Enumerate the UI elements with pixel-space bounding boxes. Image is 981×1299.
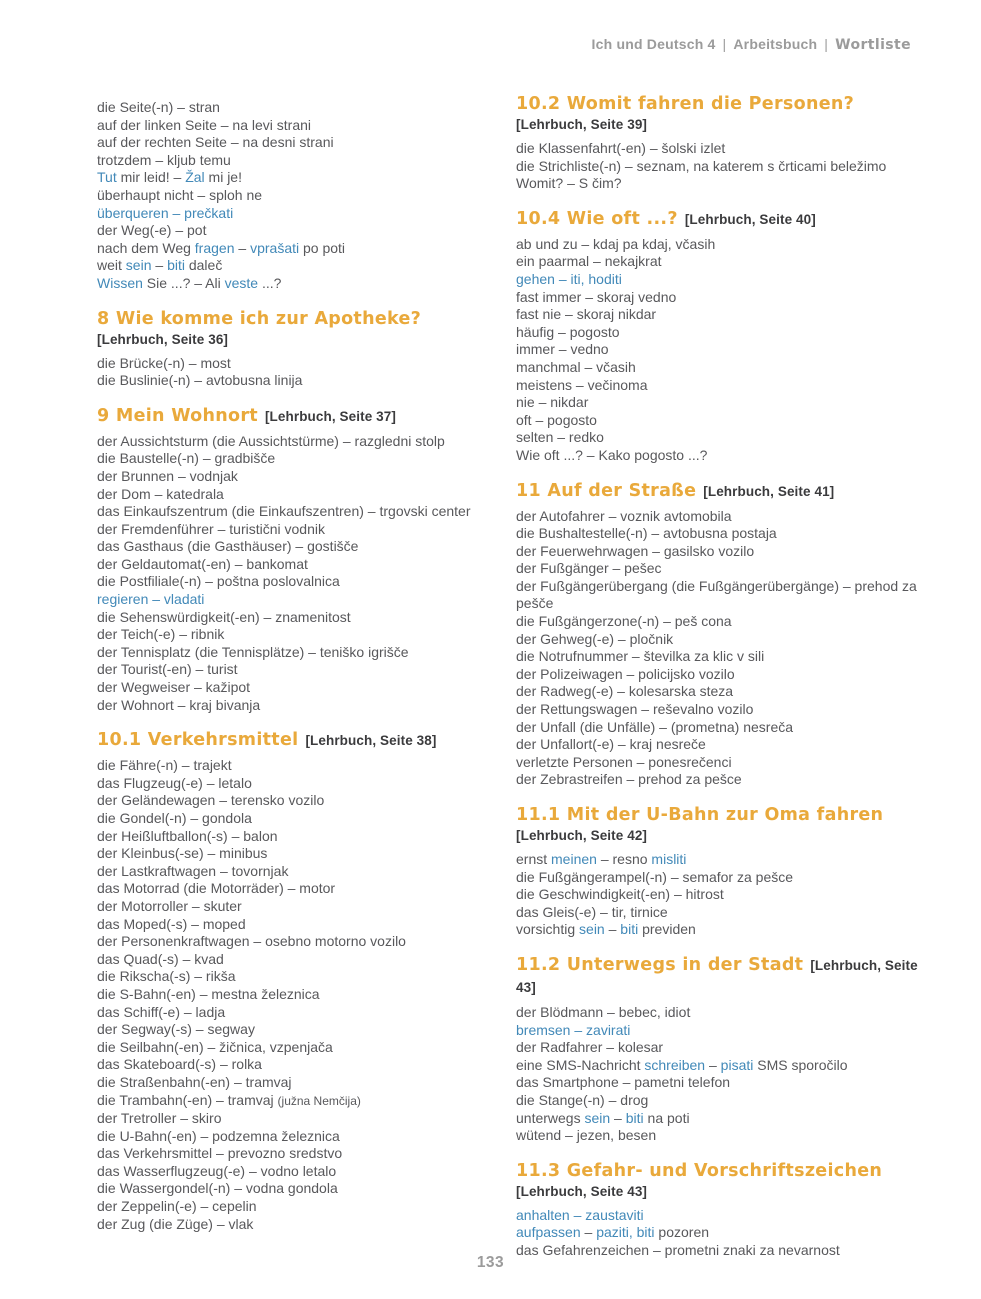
entry-text: der Personenkraftwagen – osebno motorno vozilo — [97, 933, 406, 950]
highlighted-word: überqueren – prečkati — [97, 204, 234, 221]
section-heading — [97, 405, 499, 427]
lehrbuch-ref: [Lehrbuch, Seite 38] — [305, 733, 437, 749]
page-number: 133 — [476, 1254, 505, 1271]
entry-text: die Baustelle(-n) – gradbišče — [97, 450, 276, 467]
entry-line — [516, 648, 936, 666]
entry-text: weit — [97, 257, 126, 274]
highlighted-word: bremsen – zavirati — [516, 1021, 631, 1038]
section-heading — [516, 208, 936, 230]
entry-list — [516, 1207, 936, 1260]
entry-text: der Kleinbus(-se) – minibus — [97, 845, 268, 862]
entry-text: der Radfahrer – kolesar — [516, 1039, 664, 1056]
entry-text: manchmal – včasih — [516, 358, 636, 375]
entry-line — [97, 1092, 499, 1111]
highlighted-word: regieren – vladati — [97, 591, 205, 608]
highlighted-word: pisati — [720, 1056, 754, 1073]
entry-text: die Postfiliale(-n) – poštna poslovalnica — [97, 573, 340, 590]
entry-text: das Smartphone – pametni telefon — [516, 1074, 731, 1091]
entry-text: der Polizeiwagen – policijsko vozilo — [516, 665, 735, 682]
entry-line — [516, 1022, 936, 1040]
entry-text: po poti — [299, 239, 346, 256]
entry-line — [516, 1057, 936, 1075]
section-title: 8 Wie komme ich zur Apotheke? — [97, 308, 422, 329]
entry-text: meistens – večinoma — [516, 376, 648, 393]
entry-text: – — [580, 1224, 597, 1241]
entry-line — [97, 679, 499, 697]
entry-line — [97, 661, 499, 679]
entry-line — [516, 1207, 936, 1225]
entry-line — [516, 1127, 936, 1145]
entry-text: daleč — [184, 257, 223, 274]
section-heading — [97, 308, 499, 330]
header-separator: | — [722, 36, 727, 52]
entry-line — [516, 869, 936, 887]
entry-line — [97, 880, 499, 898]
entry-list — [516, 236, 936, 465]
entry-text: der Tretroller – skiro — [97, 1110, 222, 1127]
entry-line — [516, 236, 936, 254]
section-title: 11 Auf der Straße — [516, 480, 697, 501]
entry-line — [97, 757, 499, 775]
entry-text: die Rikscha(-s) – rikša — [97, 968, 236, 985]
entry-text: der Lastkraftwagen – tovornjak — [97, 862, 289, 879]
highlighted-word: Tut — [97, 169, 117, 186]
entry-line — [516, 140, 936, 158]
entry-line — [516, 271, 936, 289]
entry-line — [516, 394, 936, 412]
entry-text: oft – pogosto — [516, 411, 597, 428]
entry-line — [97, 355, 499, 373]
entry-text: – resno — [596, 851, 652, 867]
entry-list — [516, 851, 936, 939]
section-title: 9 Mein Wohnort — [97, 405, 258, 426]
entry-text: der Zeppelin(-e) – cepelin — [97, 1198, 257, 1215]
highlighted-word: sein — [125, 257, 152, 274]
entry-text: die Strichliste(-n) – seznam, na katerem s črticami beležimo — [516, 157, 887, 174]
lehrbuch-ref: [Lehrbuch, Seite 36] — [97, 331, 229, 347]
entry-line — [97, 538, 499, 556]
section-10.4 — [516, 208, 936, 465]
entry-line — [97, 1163, 499, 1181]
entry-line — [97, 169, 499, 187]
entry-text: die Fußgängerzone(-n) – peš cona — [516, 613, 732, 630]
entry-line — [516, 666, 936, 684]
entry-line — [516, 1092, 936, 1110]
entry-line — [516, 1004, 936, 1022]
entry-line — [516, 701, 936, 719]
highlighted-word: sein — [584, 1109, 611, 1126]
entry-text: das Schiff(-e) – ladja — [97, 1003, 226, 1020]
section-11.1 — [516, 804, 936, 939]
entry-line — [516, 1074, 936, 1092]
entry-text: der Heißluftballon(-s) – balon — [97, 827, 278, 844]
entry-list — [97, 99, 499, 293]
entry-text: pozoren — [654, 1224, 710, 1241]
entry-line — [97, 697, 499, 715]
entry-line — [97, 1145, 499, 1163]
entry-text: das Motorrad (die Motorräder) – motor — [97, 880, 336, 897]
entry-text: der Rettungswagen – reševalno vozilo — [516, 701, 754, 718]
highlighted-word: Žal — [185, 169, 205, 186]
entry-line — [97, 1004, 499, 1022]
entry-text: der Fremdenführer – turistični vodnik — [97, 520, 325, 537]
entry-line — [97, 845, 499, 863]
section-11.3 — [516, 1160, 936, 1260]
entry-line — [516, 560, 936, 578]
entry-line — [97, 951, 499, 969]
entry-text: – — [234, 239, 251, 256]
section-title: 11.3 Gefahr- und Vorschriftszeichen — [516, 1160, 883, 1181]
section-heading — [516, 954, 936, 998]
entry-text: das Skateboard(-s) – rolka — [97, 1056, 262, 1073]
entry-line — [516, 921, 936, 939]
entry-text: der Tennisplatz (die Tennisplätze) – teniško igrišče — [97, 643, 409, 660]
entry-line — [97, 1216, 499, 1234]
entry-line — [97, 792, 499, 810]
entry-line — [97, 275, 499, 293]
entry-line — [97, 1074, 499, 1092]
entry-line — [516, 306, 936, 324]
entry-list — [97, 355, 499, 390]
highlighted-word: biti — [620, 921, 639, 938]
highlighted-word: anhalten – zaustaviti — [516, 1206, 644, 1223]
entry-list — [516, 508, 936, 790]
entry-text: überhaupt nicht – sploh ne — [97, 186, 263, 203]
entry-line — [516, 253, 936, 271]
entry-line — [97, 521, 499, 539]
section-title: 10.2 Womit fahren die Personen? — [516, 94, 855, 114]
entry-text: SMS sporočilo — [753, 1056, 848, 1073]
entry-text: das Quad(-s) – kvad — [97, 950, 224, 967]
header-part: Arbeitsbuch — [733, 36, 818, 52]
highlighted-word: meinen — [551, 851, 597, 867]
entry-text: der Radweg(-e) – kolesarska steza — [516, 683, 734, 700]
entry-line — [97, 152, 499, 170]
entry-text: fast nie – skoraj nikdar — [516, 306, 657, 323]
entry-text: das Gefahrenzeichen – prometni znaki za nevarnost — [516, 1241, 840, 1258]
highlighted-word: Wissen — [97, 274, 143, 291]
entry-line — [97, 99, 499, 117]
entry-line — [97, 1110, 499, 1128]
entry-text: ein paarmal – nekajkrat — [516, 253, 662, 270]
left-column — [97, 93, 499, 1233]
section-heading — [97, 729, 499, 751]
entry-text: das Gasthaus (die Gasthäuser) – gostišče — [97, 538, 359, 555]
entry-text: wütend – jezen, besen — [516, 1127, 657, 1144]
section-heading — [516, 804, 936, 826]
entry-text: die S-Bahn(-en) – mestna železnica — [97, 985, 320, 1002]
entry-text: der Geländewagen – terensko vozilo — [97, 792, 325, 809]
section-11 — [516, 480, 936, 790]
entry-line — [516, 631, 936, 649]
highlighted-word: fragen — [194, 239, 235, 256]
highlighted-word: schreiben — [644, 1056, 706, 1073]
lehrbuch-ref: [Lehrbuch, Seite 41] — [703, 483, 835, 499]
entry-text: die Buslinie(-n) – avtobusna linija — [97, 372, 303, 389]
entry-text: der Wegweiser – kažipot — [97, 679, 251, 696]
entry-line — [516, 736, 936, 754]
entry-line — [516, 525, 936, 543]
entry-line — [97, 986, 499, 1004]
entry-text: die Seite(-n) – stran — [97, 99, 220, 115]
entry-text: (južna Nemčija) — [277, 1093, 361, 1108]
entry-line — [97, 117, 499, 135]
entry-text: die Straßenbahn(-en) – tramvaj — [97, 1073, 292, 1090]
entry-line — [97, 222, 499, 240]
entry-text: die Stange(-n) – drog — [516, 1091, 649, 1108]
entry-text: die Seilbahn(-en) – žičnica, vzpenjača — [97, 1038, 333, 1055]
entry-line — [97, 863, 499, 881]
entry-text: der Fußgängerübergang (die Fußgängerübergänge) – prehod za pešče — [516, 577, 917, 612]
entry-line — [97, 1198, 499, 1216]
entry-text: immer – vedno — [516, 341, 609, 358]
entry-line — [516, 851, 936, 869]
lehrbuch-ref: [Lehrbuch, Seite 39] — [516, 117, 648, 132]
entry-line — [516, 429, 936, 447]
entry-text: der Zebrastreifen – prehod za pešce — [516, 771, 742, 788]
entry-text: das Moped(-s) – moped — [97, 915, 246, 932]
entry-text: – — [151, 257, 168, 274]
entry-line — [516, 508, 936, 526]
entry-text: previden — [638, 921, 696, 938]
highlighted-word: gehen – iti, hoditi — [516, 270, 622, 287]
entry-text: der Zug (die Züge) – vlak — [97, 1215, 254, 1232]
entry-text: die Geschwindigkeit(-en) – hitrost — [516, 886, 724, 903]
section-10.1 — [97, 729, 499, 1233]
entry-text: Womit? – S čim? — [516, 175, 622, 192]
entry-text: – — [604, 921, 621, 938]
entry-text: häufig – pogosto — [516, 323, 620, 340]
entry-text: auf der linken Seite – na levi strani — [97, 116, 312, 133]
entry-text: der Blödmann – bebec, idiot — [516, 1003, 691, 1020]
header-section: Wortliste — [835, 37, 911, 53]
section-8 — [97, 308, 499, 390]
entry-text: verletzte Personen – ponesrečenci — [516, 753, 732, 770]
section-10.2 — [516, 93, 936, 193]
entry-text: der Autofahrer – voznik avtomobila — [516, 507, 732, 524]
entry-text: die Klassenfahrt(-en) – šolski izlet — [516, 140, 726, 156]
entry-text: na poti — [643, 1109, 690, 1126]
entry-line — [516, 412, 936, 430]
entry-text: die Fußgängerampel(-n) – semafor za pešce — [516, 868, 794, 885]
highlighted-word: aufpassen — [516, 1224, 581, 1241]
entry-text: der Feuerwehrwagen – gasilsko vozilo — [516, 542, 755, 559]
entry-line — [97, 810, 499, 828]
entry-text: die Trambahn(-en) – tramvaj — [97, 1091, 278, 1108]
entry-text: der Wohnort – kraj bivanja — [97, 696, 261, 713]
entry-line — [97, 609, 499, 627]
entry-text: auf der rechten Seite – na desni strani — [97, 134, 334, 151]
entry-text: der Weg(-e) – pot — [97, 222, 207, 239]
entry-line — [97, 573, 499, 591]
entry-text: nach dem Weg — [97, 239, 195, 256]
entry-line — [516, 771, 936, 789]
entry-line — [97, 433, 499, 451]
entry-text: mi je! — [204, 169, 242, 186]
entry-text: das Flugzeug(-e) – letalo — [97, 774, 252, 791]
entry-line — [516, 1039, 936, 1057]
entry-line — [516, 754, 936, 772]
entry-line — [516, 1224, 936, 1242]
entry-text: der Segway(-s) – segway — [97, 1021, 255, 1038]
entry-line — [97, 626, 499, 644]
entry-line — [516, 904, 936, 922]
entry-text: der Dom – katedrala — [97, 485, 224, 502]
entry-text: die Bushaltestelle(-n) – avtobusna postaja — [516, 525, 777, 542]
entry-line — [97, 450, 499, 468]
entry-line — [516, 377, 936, 395]
entry-text: ernst — [516, 851, 552, 867]
entry-text: der Gehweg(-e) – pločnik — [516, 630, 674, 647]
entry-text: unterwegs — [516, 1109, 585, 1126]
entry-line — [97, 468, 499, 486]
section-title: 10.1 Verkehrsmittel — [97, 730, 299, 751]
entry-text: ab und zu – kdaj pa kdaj, včasih — [516, 235, 716, 252]
entry-text: Sie ...? – Ali — [142, 274, 225, 291]
entry-text: Wie oft ...? – Kako pogosto ...? — [516, 446, 708, 463]
highlighted-word: vprašati — [250, 239, 300, 256]
entry-text: der Tourist(-en) – turist — [97, 661, 238, 678]
entry-line — [97, 187, 499, 205]
entry-line — [97, 775, 499, 793]
lehrbuch-ref: [Lehrbuch, Seite 37] — [264, 408, 396, 424]
entry-line — [516, 886, 936, 904]
entry-text: die U-Bahn(-en) – podzemna železnica — [97, 1127, 340, 1144]
entry-line — [516, 683, 936, 701]
highlighted-word: sein — [579, 921, 605, 938]
highlighted-word: paziti, biti — [596, 1224, 655, 1241]
entry-text: mir leid! – — [116, 169, 186, 186]
section-11.2 — [516, 954, 936, 1145]
header-separator: | — [824, 36, 829, 52]
entry-text: die Fähre(-n) – trajekt — [97, 757, 232, 774]
entry-list — [97, 757, 499, 1233]
entry-line — [97, 1021, 499, 1039]
entry-line — [516, 613, 936, 631]
entry-text: der Teich(-e) – ribnik — [97, 626, 225, 643]
entry-text: der Unfallort(-e) – kraj nesreče — [516, 736, 706, 753]
entry-text: – — [705, 1056, 721, 1073]
section-heading — [516, 93, 936, 115]
entry-text: der Fußgänger – pešec — [516, 560, 662, 577]
entry-line — [97, 1180, 499, 1198]
entry-line — [516, 447, 936, 465]
highlighted-word: misliti — [651, 851, 687, 867]
entry-list — [97, 433, 499, 715]
section-title: 11.2 Unterwegs in der Stadt — [516, 954, 804, 975]
entry-text: das Verkehrsmittel – prevozno sredstvo — [97, 1145, 343, 1162]
entry-text: die Wassergondel(-n) – vodna gondola — [97, 1180, 338, 1197]
entry-line — [97, 1039, 499, 1057]
entry-text: das Einkaufszentrum (die Einkaufszentren) – trgovski center — [97, 503, 471, 520]
entry-line — [97, 205, 499, 223]
entry-text: der Motorroller – skuter — [97, 897, 242, 914]
entry-line — [97, 134, 499, 152]
entry-text: trotzdem – kljub temu — [97, 151, 231, 168]
lehrbuch-ref: [Lehrbuch, Seite 42] — [516, 828, 648, 843]
entry-line — [97, 644, 499, 662]
entry-text: eine SMS-Nachricht — [516, 1056, 645, 1073]
page-header — [592, 36, 911, 53]
section-title: 10.4 Wie oft ...? — [516, 208, 678, 229]
entry-line — [97, 898, 499, 916]
highlighted-word: biti — [167, 257, 185, 274]
entry-line — [516, 341, 936, 359]
entry-line — [97, 968, 499, 986]
entry-line — [97, 240, 499, 258]
entry-line — [516, 543, 936, 561]
right-column — [516, 93, 936, 1260]
entry-text: der Unfall (die Unfälle) – (prometna) nesreča — [516, 718, 794, 735]
entry-line — [516, 359, 936, 377]
entry-text: fast immer – skoraj vedno — [516, 288, 677, 305]
entry-text: ...? — [258, 274, 282, 291]
entry-line — [516, 324, 936, 342]
entry-text: der Brunnen – vodnjak — [97, 467, 238, 484]
entry-line — [97, 591, 499, 609]
entry-line — [97, 916, 499, 934]
lehrbuch-ref: [Lehrbuch, Seite 40] — [684, 211, 816, 227]
entry-text: vorsichtig — [516, 921, 580, 938]
entry-text: das Wasserflugzeug(-e) – vodno letalo — [97, 1162, 337, 1179]
entry-list — [516, 140, 936, 193]
highlighted-word: veste — [224, 274, 259, 291]
entry-text: der Geldautomat(-en) – bankomat — [97, 555, 308, 572]
entry-list — [516, 1004, 936, 1145]
entry-text: – — [610, 1109, 626, 1126]
entry-line — [97, 1056, 499, 1074]
entry-text: die Notrufnummer – številka za klic v sili — [516, 648, 765, 665]
entry-line — [516, 289, 936, 307]
entry-line — [97, 556, 499, 574]
highlighted-word: biti — [625, 1109, 644, 1126]
entry-line — [516, 719, 936, 737]
entry-line — [97, 486, 499, 504]
entry-text: selten – redko — [516, 429, 604, 446]
section-heading — [516, 480, 936, 502]
entry-text: der Aussichtsturm (die Aussichtstürme) – razgledni stolp — [97, 432, 445, 449]
lehrbuch-ref: [Lehrbuch, Seite 43] — [516, 957, 918, 995]
entry-text: das Gleis(-e) – tir, tirnice — [516, 903, 668, 920]
section-title: 11.1 Mit der U-Bahn zur Oma fahren — [516, 805, 884, 825]
entry-text: nie – nikdar — [516, 394, 589, 411]
lehrbuch-ref: [Lehrbuch, Seite 43] — [516, 1183, 648, 1199]
entry-line — [97, 503, 499, 521]
entry-text: die Gondel(-n) – gondola — [97, 810, 252, 826]
entry-line — [97, 933, 499, 951]
entry-line — [97, 828, 499, 846]
entry-line — [516, 175, 936, 193]
header-book-title: Ich und Deutsch 4 — [591, 36, 716, 52]
section-heading — [516, 1160, 936, 1182]
entry-line — [97, 1128, 499, 1146]
entry-line — [516, 578, 936, 613]
entry-line — [516, 158, 936, 176]
entry-line — [516, 1110, 936, 1128]
entry-line — [97, 257, 499, 275]
section-intro — [97, 99, 499, 293]
section-9 — [97, 405, 499, 715]
entry-text: die Brücke(-n) – most — [97, 354, 231, 371]
entry-text: die Sehenswürdigkeit(-en) – znamenitost — [97, 608, 351, 625]
entry-line — [97, 372, 499, 390]
